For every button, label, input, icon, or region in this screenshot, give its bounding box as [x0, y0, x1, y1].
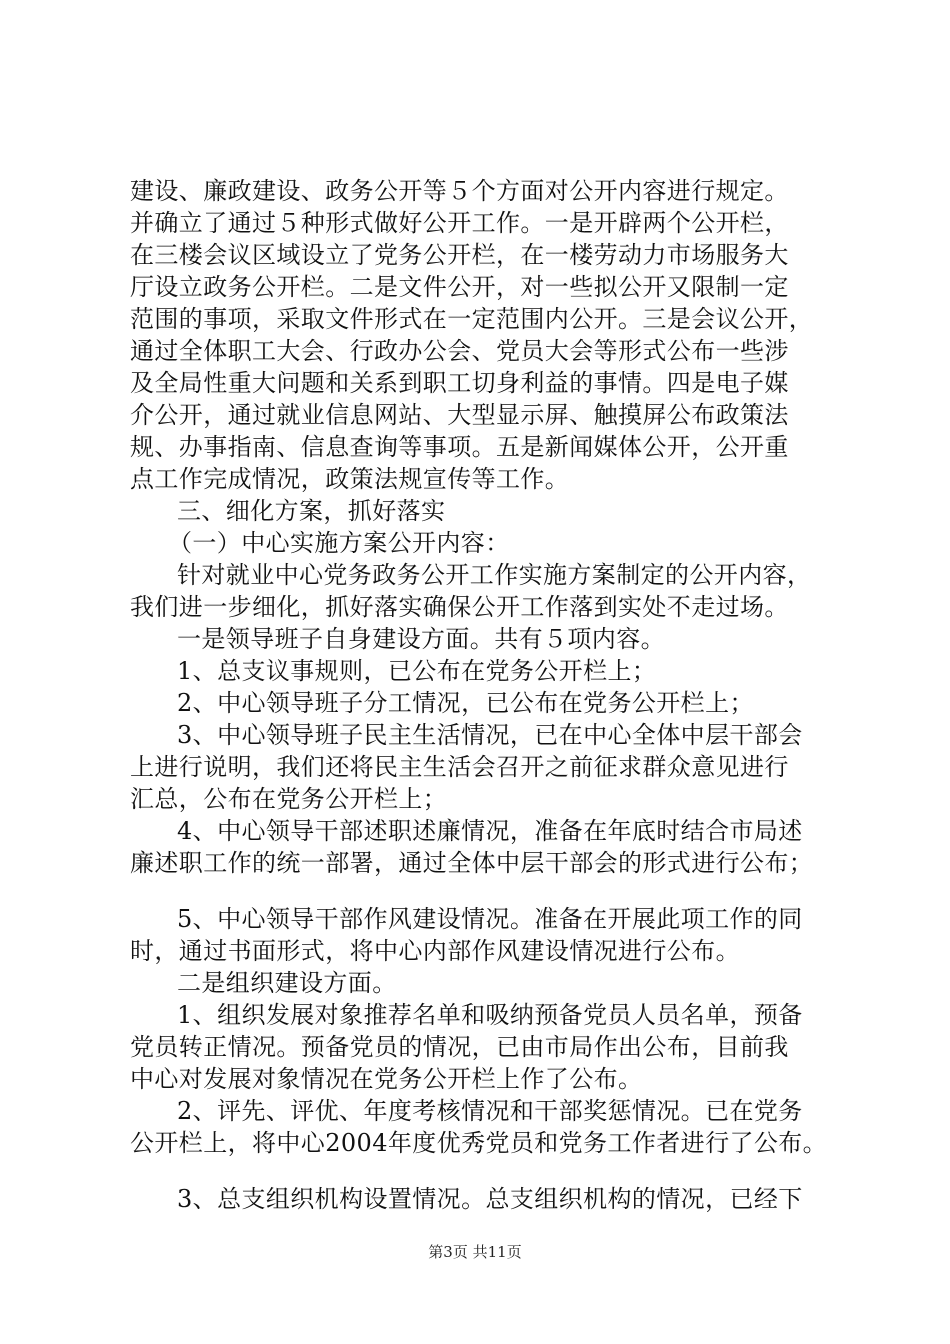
text-line: 廉述职工作的统一部署，通过全体中层干部会的形式进行公布；	[130, 849, 814, 877]
text-line: 我们进一步细化，抓好落实确保公开工作落到实处不走过场。	[130, 593, 789, 621]
text-line: 在三楼会议区域设立了党务公开栏，在一楼劳动力市场服务大	[130, 241, 789, 269]
list-item: 4、中心领导干部述职述廉情况，准备在年底时结合市局述	[177, 817, 803, 845]
list-item: 3、总支组织机构设置情况。总支组织机构的情况，已经下	[177, 1185, 803, 1213]
text-line: 规、办事指南、信息查询等事项。五是新闻媒体公开，公开重	[130, 433, 789, 461]
text-line: 建设、廉政建设、政务公开等５个方面对公开内容进行规定。	[130, 177, 789, 205]
text-line: 并确立了通过５种形式做好公开工作。一是开辟两个公开栏，	[130, 209, 789, 237]
list-item: 5、中心领导干部作风建设情况。准备在开展此项工作的同	[177, 905, 803, 933]
text-line: 公开栏上，将中心2004年度优秀党员和党务工作者进行了公布。	[130, 1129, 828, 1157]
subsection-heading: 二是组织建设方面。	[177, 969, 397, 997]
text-line: 范围的事项，采取文件形式在一定范围内公开。三是会议公开，	[130, 305, 814, 333]
list-item: 3、中心领导班子民主生活情况，已在中心全体中层干部会	[177, 721, 803, 749]
text-line: 一是领导班子自身建设方面。共有５项内容。	[177, 625, 665, 653]
text-line: 汇总，公布在党务公开栏上；	[130, 785, 448, 813]
text-line: 中心对发展对象情况在党务公开栏上作了公布。	[130, 1065, 643, 1093]
section-heading: 三、细化方案，抓好落实	[177, 497, 446, 525]
text-line: 上进行说明，我们还将民主生活会召开之前征求群众意见进行	[130, 753, 789, 781]
subsection-heading: （一）中心实施方案公开内容：	[168, 529, 510, 557]
text-line: 及全局性重大问题和关系到职工切身利益的事情。四是电子媒	[130, 369, 789, 397]
text-line: 点工作完成情况，政策法规宣传等工作。	[130, 465, 570, 493]
text-line: 针对就业中心党务政务公开工作实施方案制定的公开内容，	[177, 561, 812, 589]
list-item: 1、组织发展对象推荐名单和吸纳预备党员人员名单，预备	[177, 1001, 803, 1029]
text-line: 厅设立政务公开栏。二是文件公开，对一些拟公开又限制一定	[130, 273, 789, 301]
text-line: 时，通过书面形式，将中心内部作风建设情况进行公布。	[130, 937, 740, 965]
text-line: 通过全体职工大会、行政办公会、党员大会等形式公布一些涉	[130, 337, 789, 365]
text-line: 介公开，通过就业信息网站、大型显示屏、触摸屏公布政策法	[130, 401, 789, 429]
list-item: 2、评先、评优、年度考核情况和干部奖惩情况。已在党务	[177, 1097, 803, 1125]
list-item: 2、中心领导班子分工情况，已公布在党务公开栏上；	[177, 689, 754, 717]
page-number-footer: 第3页 共11页	[428, 1243, 522, 1261]
list-item: 1、总支议事规则，已公布在党务公开栏上；	[177, 657, 657, 685]
text-line: 党员转正情况。预备党员的情况，已由市局作出公布，目前我	[130, 1033, 789, 1061]
